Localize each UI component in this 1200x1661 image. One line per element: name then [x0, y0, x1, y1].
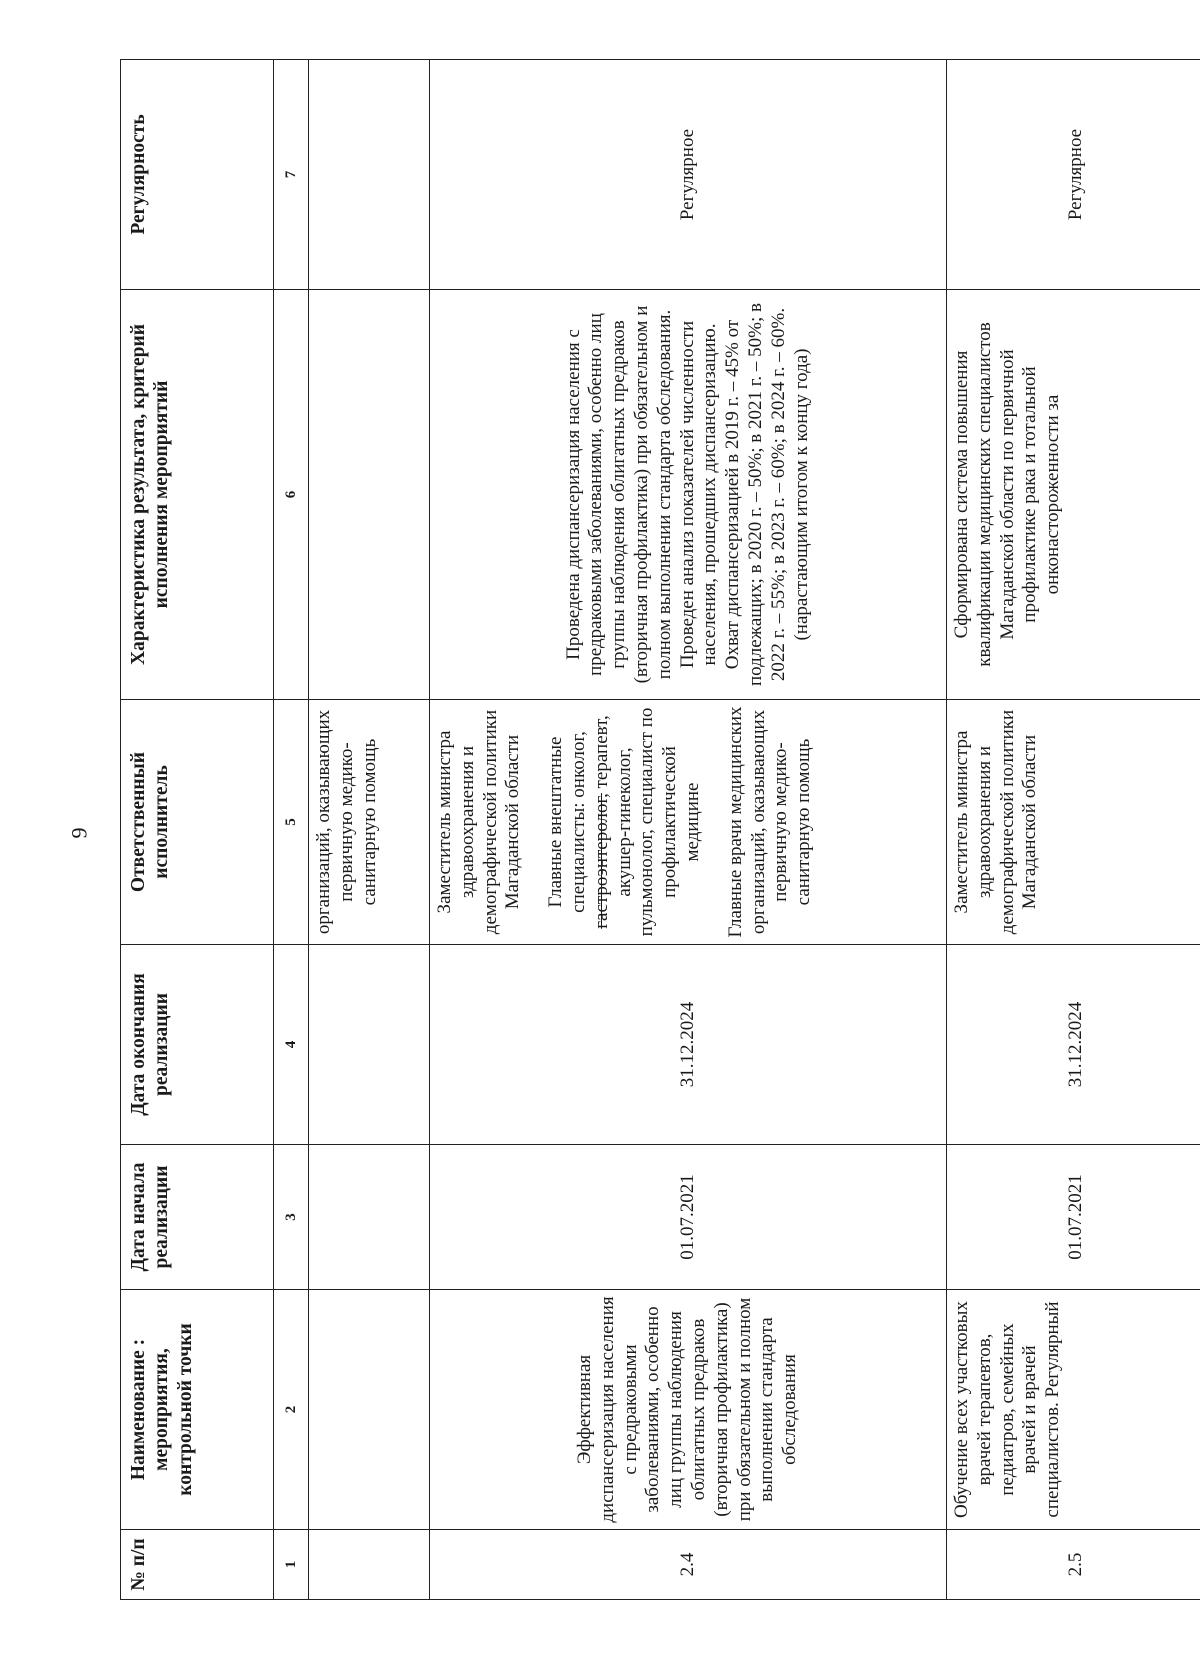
header-name: Наименование : мероприятия, контрольной точки — [121, 1290, 274, 1530]
responsible-specialists-part-1: Главные внештатные специалисты: онколог, — [545, 731, 589, 913]
responsible-cell — [430, 700, 947, 945]
table-row-2-4 — [430, 60, 947, 1600]
responsible-chief-specialists — [545, 706, 705, 938]
column-number: 4 — [274, 945, 309, 1145]
column-number: 5 — [274, 700, 309, 945]
responsible-specialists-part-2: терапевт, акушер-гинеколог, пульмонолог, специалист по профилактической медицине — [590, 707, 703, 937]
header-start: Дата начала реализации — [121, 1145, 274, 1290]
responsible-deputy-minister: Заместитель министра здравоохранения и демографической политики Магаданской области — [434, 709, 524, 935]
end-date: 31.12.2024 — [430, 945, 947, 1145]
column-number-row — [274, 60, 309, 1600]
result-paragraph-1: Проведена диспансеризация населения с предраковыми заболеваниями, особенно лиц группы наблюдения облигатных предраков (вторичная профилактика) при обязательном и полном выполнении стандарта обследования. — [562, 305, 675, 684]
measure-name: Обучение всех участковых врачей терапевтов, педиатров, семейных врачей и врачей специалистов. Регулярный — [947, 1290, 1200, 1530]
end-date: 31.12.2024 — [947, 945, 1200, 1145]
header-row — [121, 60, 274, 1600]
header-responsible: Ответственный исполнитель — [121, 700, 274, 945]
measures-table — [120, 59, 1200, 1600]
row-number: 2.5 — [947, 1530, 1200, 1600]
header-num: № п/п — [121, 1530, 274, 1600]
result-cell — [430, 290, 947, 700]
column-number: 2 — [274, 1290, 309, 1530]
header-end: Дата окончания реализации — [121, 945, 274, 1145]
measure-name: Эффективная диспансеризация населения с предраковыми заболеваниями, особенно лиц группы наблюдения облигатных предраков (вторичная профилактика) при обязательном и полном выполнении стандарта обследования — [430, 1290, 947, 1530]
responsible-deputy-minister: Заместитель министра здравоохранения и демографической политики Магаданской области — [947, 700, 1200, 945]
column-number: 1 — [274, 1530, 309, 1600]
responsible-struck-text: гастроэнтеролог, — [590, 793, 612, 929]
table-row-continuation — [309, 60, 430, 1600]
continuation-responsible: организаций, оказывающих первичную медико-санитарную помощь — [309, 700, 430, 945]
table-row-2-5 — [947, 60, 1200, 1600]
regularity: Регулярное — [947, 60, 1200, 290]
result-paragraph-3: Охват диспансеризацией в 2019 г. – 45% от подлежащих; в 2020 г. – 50%; в 2021 г. – 50%; в 2022 г. – 55%; в 2023 г. – 60%; в 2024 г. – 60%. (нарастающим итогом к концу года) — [722, 303, 812, 687]
start-date: 01.07.2021 — [430, 1145, 947, 1290]
column-number: 6 — [274, 290, 309, 700]
header-regularity: Регулярность — [121, 60, 274, 290]
result-cell: Сформирована система повышения квалификации медицинских специалистов Магаданской области по первичной профилактике рака и тотальной онконастороженности за — [947, 290, 1200, 700]
page-number: 9 — [66, 827, 92, 839]
result-paragraph-2: Проведен анализ показателей численности населения, прошедших диспансеризацию. — [676, 320, 721, 669]
row-number: 2.4 — [430, 1530, 947, 1600]
column-number: 3 — [274, 1145, 309, 1290]
column-number: 7 — [274, 60, 309, 290]
rotated-page — [60, 60, 1200, 1600]
responsible-chief-doctors: Главные врачи медицинских организаций, оказывающих первичную медико-санитарную помощь — [724, 706, 815, 938]
start-date: 01.07.2021 — [947, 1145, 1200, 1290]
regularity: Регулярное — [430, 60, 947, 290]
header-result: Характеристика результата, критерий исполнения мероприятий — [121, 290, 274, 700]
